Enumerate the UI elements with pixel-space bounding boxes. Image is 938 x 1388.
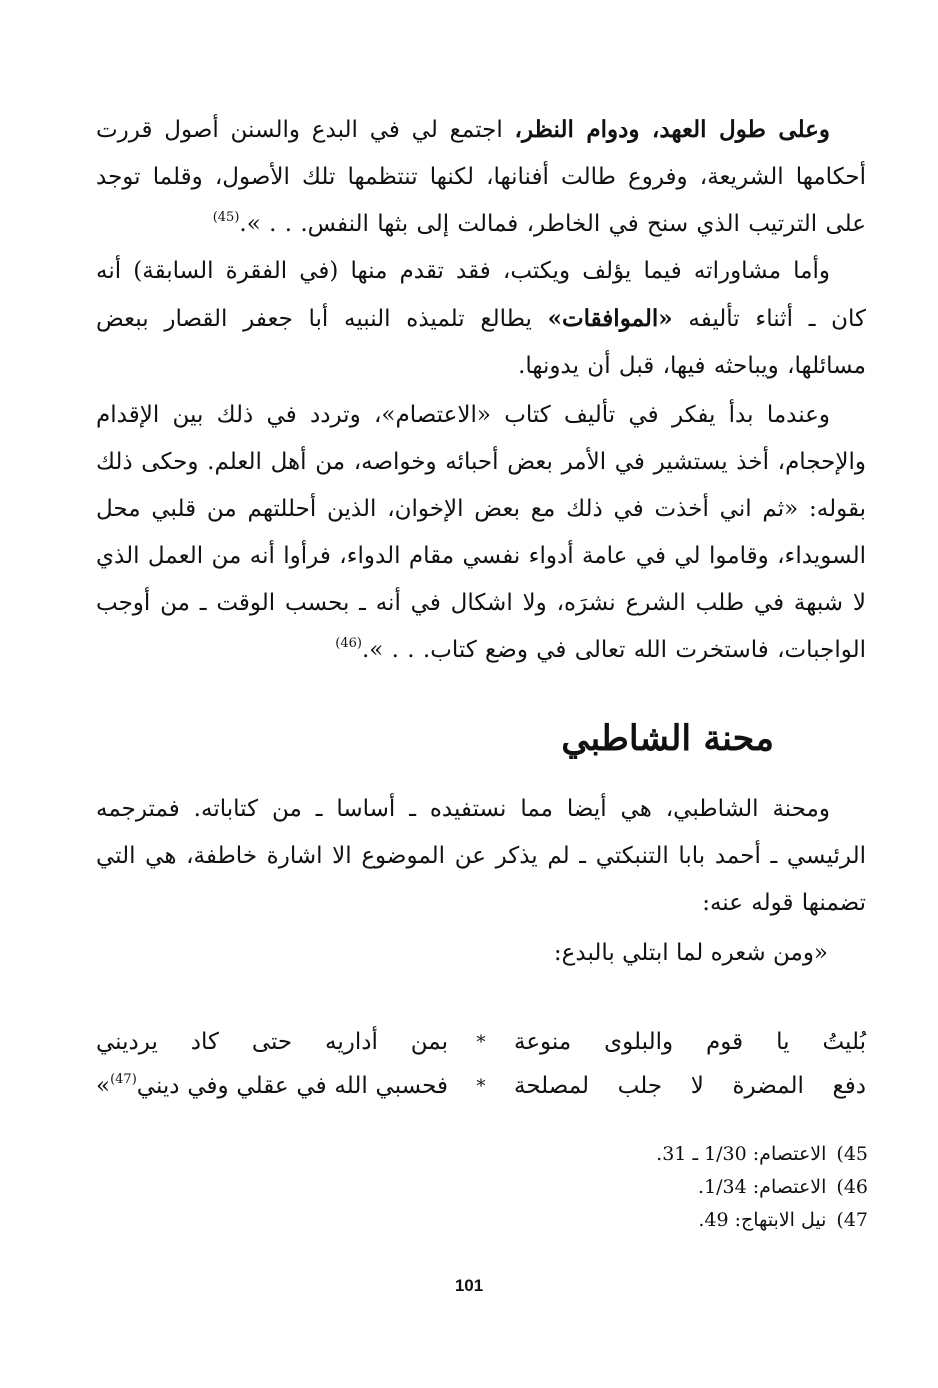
paragraph-1 [96, 106, 866, 248]
verse-separator-star-icon: * [476, 1031, 486, 1053]
footnote-text: نيل الابتهاج: 49. [698, 1209, 827, 1231]
footnote-item [656, 1171, 868, 1204]
footnote-text: الاعتصام: 1/30 ـ 31. [656, 1143, 827, 1165]
paragraph-3-text: وعندما بدأ يفكر في تأليف كتاب «الاعتصام»، وتردد في ذلك بين الإقدام والإحجام، أخذ يستشير في الأمر بعض أحبائه وخواصه، من أهل العلم. وحكى ذلك بقوله: «ثم اني أخذت في ذلك مع بعض الإخوان، الذين أحللتهم من قلبي محل السويداء، وقاموا لي في عامة أدواء نفسي مقام الدواء، فرأوا أنه من العمل الذي لا شبهة في طلب الشرع نشرَه، ولا اشكال في أنه ـ بحسب الوقت ـ من أوجب الواجبات، فاستخرت الله تعالى في وضع كتاب. . . [96, 402, 866, 663]
footnote-number: 47) [836, 1209, 868, 1231]
footnote-ref-46[interactable]: (46) [335, 636, 362, 651]
poem [96, 1020, 866, 1108]
paragraph-3-end: ». [361, 637, 384, 663]
footnote-item [656, 1138, 868, 1171]
footnote-number: 46) [836, 1176, 868, 1198]
paragraph-1-end: ». [239, 211, 261, 237]
section-paragraph-text: ومحنة الشاطبي، هي أيضا مما نستفيده ـ أساسا ـ من كتاباته. فمترجمه الرئيسي ـ أحمد بابا التنبكتي ـ لم يذكر عن الموضوع الا اشارة خاطفة، هي التي تضمنها قوله عنه: [96, 796, 866, 916]
verse-1-first-hemistich: بُليتُ يا قوم والبلوى منوعة [514, 1029, 866, 1055]
poem-intro: «ومن شعره لما ابتلي بالبدع: [553, 940, 828, 966]
footnote-ref-47[interactable]: (47) [110, 1072, 137, 1087]
verse-2-first-hemistich: دفع المضرة لا جلب لمصلحة [514, 1073, 866, 1099]
verse-2-end: » [96, 1073, 111, 1099]
verse-2-second-hemistich-wrap [96, 1073, 448, 1099]
paragraph-3 [96, 392, 866, 674]
footnote-ref-45[interactable]: (45) [212, 210, 240, 225]
section-paragraph [96, 786, 866, 927]
section-heading: محنة الشاطبي [561, 718, 774, 759]
paragraph-1-bold-lead: وعلى طول العهد، ودوام النظر، [514, 116, 831, 143]
verse-row [96, 1020, 866, 1064]
footnote-number: 45) [836, 1143, 868, 1165]
paragraph-2 [96, 248, 866, 390]
paragraph-2-book-title: «الموافقات» [547, 305, 673, 332]
footnote-text: الاعتصام: 1/34. [698, 1176, 827, 1198]
verse-row [96, 1064, 866, 1108]
verse-2-second-hemistich: فحسبي الله في عقلي وفي ديني [136, 1073, 448, 1099]
paragraph-1-text: اجتمع لي في البدع والسنن أصول قررت أحكامها الشريعة، وفروع طالت أفنانها، لكنها تنتظمها تلك الأصول، وقلما توجد على الترتيب الذي سنح في الخاطر، فمالت إلى بثها النفس. . . [96, 117, 866, 237]
verse-1-second-hemistich: بمن أداريه حتى كاد يرديني [96, 1029, 448, 1055]
verse-separator-star-icon: * [476, 1075, 486, 1097]
footnote-item [656, 1204, 868, 1237]
paragraph-2-text-before: وأما مشاوراته فيما يؤلف ويكتب، فقد تقدم منها (في الفقرة السابقة) أنه كان ـ أثناء تأليفه [96, 258, 866, 332]
page-number: 101 [454, 1276, 484, 1295]
footnotes-list [656, 1138, 868, 1237]
paragraph-2-text-after: يطالع تلميذه النبيه أبا جعفر القصار ببعض مسائلها، ويباحثه فيها، قبل أن يدونها. [96, 306, 866, 379]
